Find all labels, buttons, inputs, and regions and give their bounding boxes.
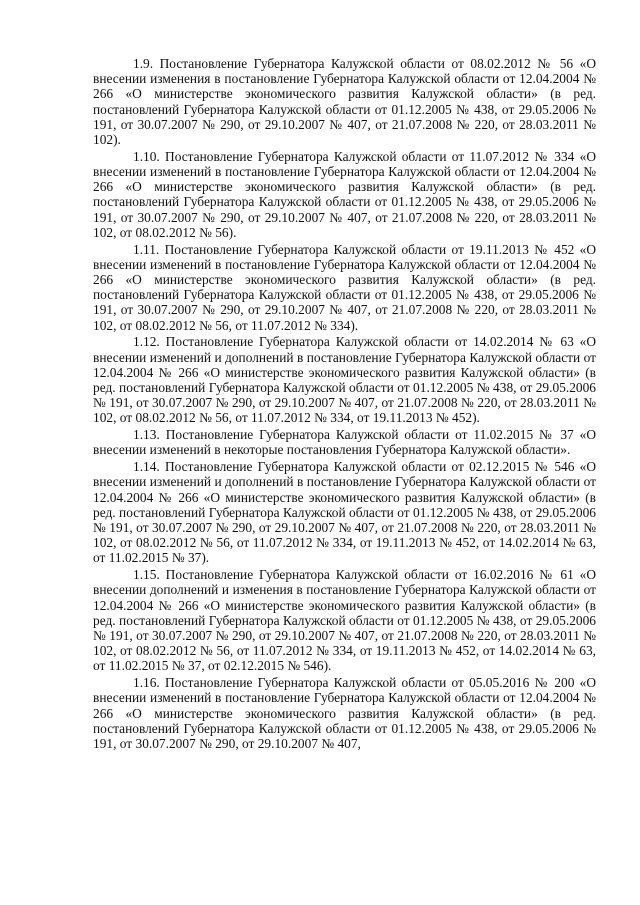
clause-1-11: 1.11. Постановление Губернатора Калужской области от 19.11.2013 № 452 «О внесении изменений в постановление Губернатора Калужской области от 12.04.2004 № 266 «О министерстве экономического развития Калужской области» (в ред. постановлений Губернатора Калужской области от 01.12.2005 № 438, от 29.05.2006 № 191, от 30.07.2007 № 290, от 29.10.2007 № 407, от 21.07.2008 № 220, от 28.03.2011 № 102, от 08.02.2012 № 56, от 11.07.2012 № 334). [93,241,596,333]
clause-1-12: 1.12. Постановление Губернатора Калужской области от 14.02.2014 № 63 «О внесении изменений и дополнений в постановление Губернатора Калужской области от 12.04.2004 № 266 «О министерстве экономического развития Калужской области» (в ред. постановлений Губернатора Калужской области от 01.12.2005 № 438, от 29.05.2006 № 191, от 30.07.2007 № 290, от 29.10.2007 № 407, от 21.07.2008 № 220, от 28.03.2011 № 102, от 08.02.2012 № 56, от 11.07.2012 № 334, от 19.11.2013 № 452). [93,334,596,426]
clause-1-16: 1.16. Постановление Губернатора Калужской области от 05.05.2016 № 200 «О внесении изменений в постановление Губернатора Калужской области от 12.04.2004 № 266 «О министерстве экономического развития Калужской области» (в ред. постановлений Губернатора Калужской области от 01.12.2005 № 438, от 29.05.2006 № 191, от 30.07.2007 № 290, от 29.10.2007 № 407, [93,675,596,752]
clause-1-10: 1.10. Постановление Губернатора Калужской области от 11.07.2012 № 334 «О внесении изменений в постановление Губернатора Калужской области от 12.04.2004 № 266 «О министерстве экономического развития Калужской области» (в ред. постановлений Губернатора Калужской области от 01.12.2005 № 438, от 29.05.2006 № 191, от 30.07.2007 № 290, от 29.10.2007 № 407, от 21.07.2008 № 220, от 28.03.2011 № 102, от 08.02.2012 № 56). [93,148,596,240]
clause-1-9: 1.9. Постановление Губернатора Калужской области от 08.02.2012 № 56 «О внесении изменения в постановление Губернатора Калужской области от 12.04.2004 № 266 «О министерстве экономического развития Калужской области» (в ред. постановлений Губернатора Калужской области от 01.12.2005 № 438, от 29.05.2006 № 191, от 30.07.2007 № 290, от 29.10.2007 № 407, от 21.07.2008 № 220, от 28.03.2011 № 102). [93,56,596,148]
clause-1-13: 1.13. Постановление Губернатора Калужской области от 11.02.2015 № 37 «О внесении изменений в некоторые постановления Губернатора Калужской области». [93,427,596,458]
clause-1-15: 1.15. Постановление Губернатора Калужской области от 16.02.2016 № 61 «О внесении дополнений и изменения в постановление Губернатора Калужской области от 12.04.2004 № 266 «О министерстве экономического развития Калужской области» (в ред. постановлений Губернатора Калужской области от 01.12.2005 № 438, от 29.05.2006 № 191, от 30.07.2007 № 290, от 29.10.2007 № 407, от 21.07.2008 № 220, от 28.03.2011 № 102, от 08.02.2012 № 56, от 11.07.2012 № 334, от 19.11.2013 № 452, от 14.02.2014 № 63, от 11.02.2015 № 37, от 02.12.2015 № 546). [93,567,596,674]
document-body [93,56,596,751]
clause-1-14: 1.14. Постановление Губернатора Калужской области от 02.12.2015 № 546 «О внесении изменений и дополнений в постановление Губернатора Калужской области от 12.04.2004 № 266 «О министерстве экономического развития Калужской области» (в ред. постановлений Губернатора Калужской области от 01.12.2005 № 438, от 29.05.2006 № 191, от 30.07.2007 № 290, от 29.10.2007 № 407, от 21.07.2008 № 220, от 28.03.2011 № 102, от 08.02.2012 № 56, от 11.07.2012 № 334, от 19.11.2013 № 452, от 14.02.2014 № 63, от 11.02.2015 № 37). [93,459,596,566]
